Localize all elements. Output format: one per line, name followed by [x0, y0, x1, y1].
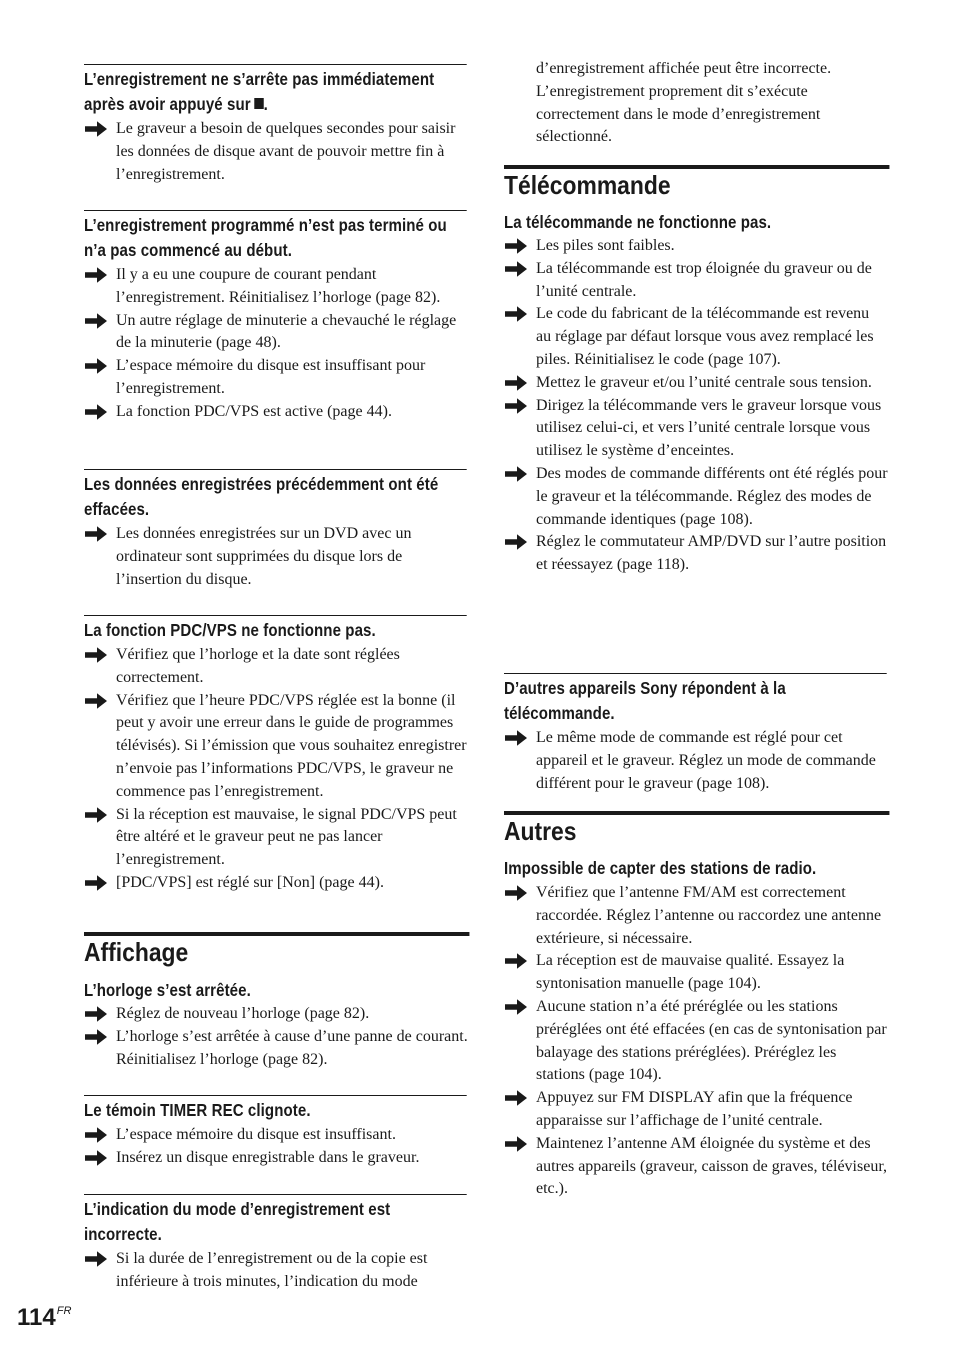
list-item: Des modes de commande différents ont été réglés pour le graveur et la télécommande. Réglez des modes de commande identiques (page 108). — [504, 463, 888, 531]
heading-radio-stations: Impossible de capter des stations de radio. — [504, 858, 817, 878]
arrow-icon — [84, 523, 108, 545]
list-item: L’horloge s’est arrêtée à cause d’une panne de courant. Réinitialisez l’horloge (page 82). — [84, 1026, 468, 1072]
arrow-icon — [504, 258, 528, 280]
arrow-icon — [504, 531, 528, 553]
list-item: Il y a eu une coupure de courant pendant l’enregistrement. Réinitialisez l’horloge (page 82). — [84, 264, 468, 310]
list-other-sony-devices — [504, 727, 888, 795]
list-item: Les piles sont faibles. — [504, 235, 888, 258]
list-recording-not-stopping — [84, 118, 468, 186]
section-title-affichage: Affichage — [84, 932, 469, 967]
heading-clock-stopped: L’horloge s’est arrêtée. — [84, 980, 251, 1000]
arrow-icon — [84, 355, 108, 377]
stop-icon — [254, 98, 263, 109]
list-item: Un autre réglage de minuterie a chevauché le réglage de la minuterie (page 48). — [84, 310, 468, 356]
heading-pdc-vps: La fonction PDC/VPS ne fonctionne pas. — [84, 615, 467, 643]
arrow-icon — [84, 690, 108, 712]
arrow-icon — [84, 1147, 108, 1169]
list-item: Appuyez sur FM DISPLAY afin que la fréquence apparaisse sur l’affichage de l’unité centrale. — [504, 1087, 888, 1133]
arrow-icon — [504, 1087, 528, 1109]
list-item: Le même mode de commande est réglé pour cet appareil et le graveur. Réglez un mode de commande différent pour le graveur (page 108). — [504, 727, 888, 795]
page-number: $114^{FR}$ — [17, 1304, 72, 1331]
arrow-icon — [84, 1124, 108, 1146]
heading-recording-not-stopping: L’enregistrement ne s’arrête pas immédiatement après avoir appuyé sur . — [84, 64, 467, 117]
arrow-icon — [504, 882, 528, 904]
list-item: Dirigez la télécommande vers le graveur lorsque vous utilisez celui-ci, et vers l’unité centrale lorsque vous utilisez le système d’enceintes. — [504, 395, 888, 463]
list-item: Si la réception est mauvaise, le signal PDC/VPS peut être altéré et le graveur peut ne pas lancer l’enregistrement. — [84, 804, 468, 872]
arrow-icon — [504, 727, 528, 749]
list-item: Le code du fabricant de la télécommande est revenu au réglage par défaut lorsque vous avez remplacé les piles. Réinitialisez le code (page 107). — [504, 303, 888, 371]
list-data-erased — [84, 523, 468, 591]
continued-text: d’enregistrement affichée peut être incorrecte. L’enregistrement proprement dit s’exécute correctement dans le mode d’enregistrement sélectionné. — [536, 60, 832, 146]
arrow-icon — [84, 310, 108, 332]
list-item: Les données enregistrées sur un DVD avec un ordinateur sont supprimées du disque lors de l’insertion du disque. — [84, 523, 468, 591]
list-item: Réglez le commutateur AMP/DVD sur l’autre position et réessayez (page 118). — [504, 531, 888, 577]
list-item: Vérifiez que l’heure PDC/VPS réglée est la bonne (il peut y avoir une erreur dans le guide de programmes télévisés). Si l’émission que vous souhaitez enregistrer n’envoie pas l’informations PDC/VPS, le graveur ne commence pas l’enregistrement. — [84, 690, 468, 804]
heading-other-sony-devices: D’autres appareils Sony répondent à la télécommande. — [504, 673, 887, 726]
arrow-icon — [84, 872, 108, 894]
arrow-icon — [84, 1248, 108, 1270]
heading-remote-not-working: La télécommande ne fonctionne pas. — [504, 212, 772, 232]
list-item: Le graveur a besoin de quelques secondes pour saisir les données de disque avant de pouvoir mettre fin à l’enregistrement. — [84, 118, 468, 186]
list-item: [PDC/VPS] est réglé sur [Non] (page 44). — [84, 872, 468, 895]
arrow-icon — [504, 235, 528, 257]
arrow-icon — [504, 372, 528, 394]
arrow-icon — [84, 118, 108, 140]
section-title-autres: Autres — [504, 811, 889, 846]
list-timer-rec-blinking — [84, 1124, 468, 1170]
list-item: La télécommande est trop éloignée du graveur ou de l’unité centrale. — [504, 258, 888, 304]
list-radio-stations — [504, 882, 888, 1201]
list-pdc-vps — [84, 644, 468, 895]
arrow-icon — [504, 395, 528, 417]
list-clock-stopped — [84, 1003, 468, 1071]
arrow-icon — [504, 950, 528, 972]
arrow-icon — [504, 1133, 528, 1155]
list-item: Vérifiez que l’antenne FM/AM est correctement raccordée. Réglez l’antenne ou raccordez une antenne extérieure, si nécessaire. — [504, 882, 888, 950]
list-item: Maintenez l’antenne AM éloignée du système et des autres appareils (graveur, caisson de graves, téléviseur, etc.). — [504, 1133, 888, 1201]
list-item: Vérifiez que l’horloge et la date sont réglées correctement. — [84, 644, 468, 690]
arrow-icon — [84, 1026, 108, 1048]
arrow-icon — [504, 996, 528, 1018]
heading-recording-mode-incorrect: L’indication du mode d’enregistrement est incorrecte. — [84, 1194, 467, 1247]
list-item: Réglez de nouveau l’horloge (page 82). — [84, 1003, 468, 1026]
list-item: Insérez un disque enregistrable dans le graveur. — [84, 1147, 468, 1170]
list-item: La fonction PDC/VPS est active (page 44). — [84, 401, 468, 424]
list-item: L’espace mémoire du disque est insuffisant. — [84, 1124, 468, 1147]
arrow-icon — [504, 303, 528, 325]
arrow-icon — [84, 401, 108, 423]
list-item: La réception est de mauvaise qualité. Essayez la syntonisation manuelle (page 104). — [504, 950, 888, 996]
arrow-icon — [84, 264, 108, 286]
list-timer-recording-issue — [84, 264, 468, 424]
list-remote-not-working — [504, 235, 888, 577]
arrow-icon — [504, 463, 528, 485]
section-title-telecommande: Télécommande — [504, 165, 889, 200]
list-item: L’espace mémoire du disque est insuffisant pour l’enregistrement. — [84, 355, 468, 401]
arrow-icon — [84, 804, 108, 826]
list-item: Si la durée de l’enregistrement ou de la copie est inférieure à trois minutes, l’indication du mode — [84, 1248, 468, 1294]
heading-timer-rec-blinking: Le témoin TIMER REC clignote. — [84, 1095, 467, 1123]
list-item: Aucune station n’a été préréglée ou les stations préréglées ont été effacées (en cas de syntonisation par balayage des stations préréglées). Préréglez les stations (page 104). — [504, 996, 888, 1087]
list-recording-mode-incorrect — [84, 1248, 468, 1294]
list-item: Mettez le graveur et/ou l’unité centrale sous tension. — [504, 372, 888, 395]
arrow-icon — [84, 644, 108, 666]
arrow-icon — [84, 1003, 108, 1025]
heading-timer-recording-issue: L’enregistrement programmé n’est pas terminé ou n’a pas commencé au début. — [84, 210, 467, 263]
heading-data-erased: Les données enregistrées précédemment ont été effacées. — [84, 469, 467, 522]
